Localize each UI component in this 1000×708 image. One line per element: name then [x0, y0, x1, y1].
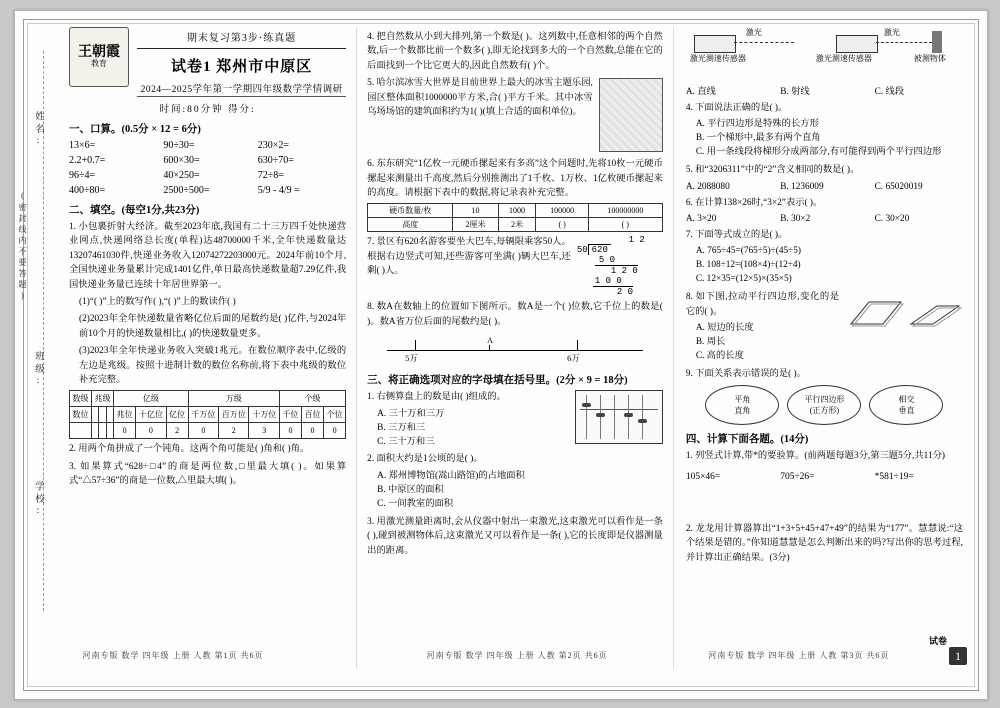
venn-bubble-1-top: 平角: [734, 395, 751, 405]
table-row: [70, 391, 346, 407]
laser-figure: [686, 27, 963, 79]
question-6: 6. 东东研究“1亿枚一元硬币摞起来有多高”这个问题时,先将10枚一元硬币摞起来测量出千高度,然后分别推测出了1千枚、1万枚、1亿枚硬币摞起来的高度。请根据下表中的数据,将记录表补充完整。: [367, 159, 663, 199]
digit-cell: 千位: [279, 407, 301, 423]
long-division: [577, 235, 663, 297]
footer-text: 河南专版 数学 四年级 上册 人教 第1页 共6页: [82, 651, 264, 660]
digit-place-table: [69, 390, 346, 439]
header-text-block: [137, 27, 346, 97]
section-4-q1-items: [686, 472, 963, 482]
footer-text: 河南专版 数学 四年级 上册 人教 第2页 共6页: [426, 651, 608, 660]
digit-cell: 0: [279, 423, 301, 439]
choice-9-stem: 9. 下面关系表示错误的是( )。: [685, 368, 806, 379]
number-line-label-right: 6万: [567, 353, 580, 364]
choice-1-option-b: B. 三万和三: [377, 422, 426, 433]
header-subtitle-2: 2024—2025学年第一学期四年级数学学情调研: [140, 85, 343, 95]
section-2-heading: 二、填空。(每空1分,共23分): [69, 205, 200, 216]
digit-cell: 亿位: [166, 407, 188, 423]
choice-8-block: [686, 290, 963, 364]
choice-3-option-a: A. 直线: [685, 87, 716, 97]
venn-bubble-1: [705, 385, 779, 425]
coin-head-1: 10: [453, 204, 498, 218]
venn-bubble-1-bottom: 直角: [734, 406, 751, 416]
digit-cell: 0: [188, 423, 218, 439]
question-5: 5. 哈尔滨冰雪大世界是目前世界上最大的冰雪主题乐园,园区整体面积1000000平方米,合( )平方千米。其中冰雪乌场场馆的建筑面积约为1( )(填上合适的面积单位)。: [367, 78, 593, 118]
footer-col-1: [33, 650, 313, 661]
number-line-axis: [387, 350, 643, 351]
oral-item: 90÷30=: [163, 140, 195, 151]
choice-8-option-a: A. 短边的长度: [695, 323, 754, 334]
tick-a: [489, 345, 490, 351]
oral-item: 400÷80=: [69, 185, 106, 196]
laser-beam-right: [876, 42, 932, 43]
laser-label-right-sensor: 激光测速传感器: [815, 54, 872, 63]
publisher-logo: [69, 27, 129, 87]
level-ge: 个级: [279, 391, 345, 407]
venn-bubble-3-top: 相交: [898, 395, 915, 405]
coin-height-table: [367, 203, 663, 232]
oral-row: [69, 140, 346, 151]
tick-left: [415, 340, 416, 350]
digit-cell: [99, 423, 106, 439]
header-subtitle: 期末复习第3步·练真题: [186, 33, 297, 44]
oral-item: 13×6=: [69, 140, 96, 151]
oral-item: 72÷8=: [257, 170, 284, 181]
tick-right: [577, 340, 578, 350]
abacus-figure: [575, 390, 663, 444]
footer-col-2: [357, 650, 677, 661]
coin-head-4: 100000000: [588, 204, 662, 218]
header-rule-thin: [137, 96, 346, 97]
exam-header: [69, 27, 346, 97]
ice-world-photo: [599, 78, 663, 152]
digit-cell: 十万位: [249, 407, 279, 423]
digit-cell: [70, 423, 92, 439]
laser-sensor-left: [694, 35, 736, 53]
oral-item: 230×2=: [257, 140, 290, 151]
digit-cell: 个位: [324, 407, 346, 423]
choice-8-option-b: B. 周长: [695, 337, 726, 347]
laser-label-mid: 激光: [745, 28, 762, 37]
coin-head-3: 100000: [536, 204, 588, 218]
digit-cell: 千万位: [188, 407, 218, 423]
laser-sensor-right: [836, 35, 878, 53]
choice-7-stem: 7. 下面等式成立的是( )。: [685, 230, 788, 241]
choice-7-option-a: A. 765÷45=(765÷5)÷(45÷5): [695, 246, 802, 257]
choice-6-option-a: A. 3×20: [685, 214, 717, 225]
coin-row-1: 2厘米: [453, 218, 498, 232]
choice-6-option-b: B. 30×2: [780, 214, 811, 225]
digit-cell: 2: [219, 423, 249, 439]
parallelogram-svg: [845, 294, 963, 334]
question-4: 4. 把自然数从小到大排列,第一个数是( )。这列数中,任意相邻的两个自然数,后一个数都比前一个数多( ),即无论找到多大的一个自然数,总能在它的后面找到一个比它更大的,因此自然数有( )个。: [367, 32, 663, 71]
oral-item: 630÷70=: [257, 155, 294, 166]
vertical-calc-item-3: *581÷19=: [874, 471, 914, 482]
oral-item: 96÷4=: [69, 170, 96, 181]
number-line-mark-a: A: [487, 336, 493, 346]
question-1-part-3: (3)2023年全年快递业务收入突破1兆元。在数位顺序表中,亿级的左边是兆级。按照十进制计数的数位名称前,将下表中兆级的数位补充完整。: [79, 346, 347, 386]
venn-bubble-2: [787, 385, 861, 425]
oral-item: 2.2+0.7=: [69, 155, 106, 166]
choice-8-stem: 8. 如下图,拉动平行四边形,变化的是它的( )。: [685, 292, 839, 317]
question-7-block: [367, 235, 663, 297]
vertical-calc-item-2: 705÷26=: [780, 471, 815, 482]
section-4-q1-stem: 1. 列竖式计算,带*的要验算。(前两题每题3分,第三题5分,共11分): [685, 451, 946, 462]
venn-bubble-3: [869, 385, 943, 425]
choice-4-option-b: B. 一个梯形中,最多有两个直角: [695, 133, 821, 144]
venn-bubble-2-bottom: (正方形): [809, 406, 840, 416]
division-divisor: 50: [576, 245, 588, 256]
section-3-heading: 三、将正确选项对应的字母填在括号里。(2分 × 9 = 18分): [367, 375, 628, 387]
choice-4-option-a: A. 平行四边形是特殊的长方形: [695, 119, 819, 130]
question-1-part-1: (1)“( )”上的数写作( ),“( )”上的数读作( ): [79, 297, 236, 308]
choice-6-option-c: C. 30×20: [874, 214, 910, 225]
choice-6-options: [686, 214, 963, 224]
digit-cell: 2: [166, 423, 188, 439]
choice-1-block: [367, 390, 663, 449]
choice-3-option-c: C. 线段: [874, 87, 905, 97]
question-7: 7. 景区有620名游客要坐大巴车,每辆限乘客50人。根据右边竖式可知,还些游客可坐满( )辆大巴车,还剩( )人。: [367, 237, 571, 277]
column-3: [673, 27, 969, 669]
choice-2-option-b: B. 中原区的面积: [377, 484, 444, 495]
number-line: [367, 332, 663, 366]
digit-cell: 百万位: [219, 407, 249, 423]
oral-item: 40×250=: [163, 170, 200, 181]
choice-2-option-a: A. 郑州博物馆(嵩山路馆)的占地面积: [377, 470, 525, 481]
choice-1-option-a: A. 三十万和三万: [377, 408, 445, 419]
digit-cell: [106, 423, 113, 439]
choice-3-option-b: B. 射线: [780, 87, 810, 97]
digit-cell: [92, 407, 99, 423]
choice-6-stem: 6. 在计算138×26时,“3×2”表示( )。: [685, 197, 823, 208]
digit-cell: 兆位: [114, 407, 136, 423]
section-4-q2: 2. 龙龙用计算器算出“1+3+5+45+47+49”的结果为“177”。慧慧说:“这个结果是错的。”你知道慧慧是怎么判断出来的吗?写出你的思考过程,并计算出正确结果。(3分): [685, 523, 963, 563]
vertical-calc-item-1: 105×46=: [685, 471, 721, 482]
column-2: [356, 27, 673, 669]
digit-cell: 0: [324, 423, 346, 439]
page-tag-label: 试卷: [928, 636, 947, 646]
coin-row-3: ( ): [536, 218, 588, 232]
division-step: 5 0: [598, 255, 616, 266]
division-step: 1 2 0: [595, 265, 638, 276]
page-columns: [33, 27, 969, 669]
choice-4-option-c: C. 用一条线段将梯形分成两部分,有可能得到两个平行四边形: [695, 147, 942, 158]
choice-2-option-c: C. 一间教室的面积: [377, 498, 454, 509]
digit-cell: 0: [136, 423, 166, 439]
division-quotient: 1 2: [628, 235, 645, 246]
coin-head-2: 1000: [498, 204, 536, 218]
level-zhao: 兆级: [92, 391, 114, 407]
question-3: 3. 如果算式“628÷□4”的商是两位数,□里最大填( )。如果算式“△57÷36”的商是一位数,△里最大填( )。: [69, 461, 347, 487]
choice-8-option-c: C. 高的长度: [695, 350, 744, 361]
laser-beam-left: [734, 42, 794, 43]
coin-row-0: 高度: [368, 218, 453, 232]
coin-head-0: 硬币数量/枚: [368, 204, 453, 218]
footer-text: 河南专版 数学 四年级 上册 人教 第3页 共6页: [708, 651, 890, 660]
oral-row: [69, 185, 346, 196]
oral-row: [69, 170, 346, 181]
table-head-digit: 数位: [70, 407, 92, 423]
question-8: 8. 数A在数轴上的位置如下图所示。数A是一个( )位数,它千位上的数是( )。数A省万位后面的尾数约是( )。: [367, 302, 663, 327]
oral-item: 600×30=: [163, 155, 200, 166]
page-title: 试卷1 郑州市中原区: [170, 59, 313, 75]
choice-5-option-a: A. 2088080: [685, 181, 730, 192]
question-2: 2. 用两个角拼成了一个钝角。这两个角可能是( )角和( )角。: [69, 444, 310, 455]
oral-item: 2500÷500=: [163, 185, 210, 196]
laser-label-right: 激光: [883, 28, 900, 37]
choice-9-figures: [686, 385, 963, 425]
section-1-heading: 一、口算。(0.5分 × 12 = 6分): [69, 124, 201, 135]
digit-cell: [92, 423, 99, 439]
digit-cell: 3: [249, 423, 279, 439]
table-head-level: 数级: [70, 391, 92, 407]
digit-cell: 0: [114, 423, 136, 439]
question-1-part-2: (2)2023年全年快递数量省略亿位后面的尾数约是( )亿件,与2024年前10个月的快递数量相比,( )的快递数量更多。: [79, 314, 347, 339]
laser-label-object: 被测物体: [913, 54, 946, 63]
coin-row-2: 2米: [498, 218, 536, 232]
logo-subtitle: 教育: [91, 59, 107, 69]
parallelogram-figure: [845, 292, 963, 332]
logo-title: 王朝霞: [78, 44, 120, 60]
digit-cell: [99, 407, 106, 423]
choice-3-stem: 3. 用激光测量距离时,会从仪器中射出一束激光,这束激光可以看作是一条( ),碰到被测物体后,这束激光又可以看作是一条( ),它的长度即是仪器测量出的距离。: [367, 516, 663, 556]
seal-school-label: 学校:: [33, 481, 43, 519]
exam-page: [14, 10, 988, 700]
choice-5-option-c: C. 65020019: [874, 181, 923, 192]
table-row: [368, 218, 663, 232]
division-bar: [577, 245, 663, 255]
choice-1-option-c: C. 三十万和三: [377, 436, 435, 447]
level-yi: 亿级: [114, 391, 189, 407]
division-step: 2 0: [593, 286, 633, 297]
column-1: [33, 27, 356, 669]
division-step: 1 0 0: [594, 276, 622, 287]
digit-cell: 0: [301, 423, 323, 439]
choice-2-stem: 2. 面积大约是1公顷的是( )。: [367, 454, 483, 465]
level-wan: 万级: [188, 391, 279, 407]
choice-1-stem: 1. 右侧算盘上的数是由( )组成的。: [367, 392, 506, 403]
choice-5-option-b: B. 1236009: [780, 181, 824, 192]
number-line-label-left: 5万: [405, 353, 418, 364]
page-number-badge: 1: [949, 647, 967, 665]
choice-7-option-c: C. 12×35=(12×5)×(35×5): [695, 274, 792, 285]
digit-cell: 百位: [301, 407, 323, 423]
footer-col-3: [674, 650, 924, 661]
table-row: [70, 407, 346, 423]
seal-note: (密封线内不要答题): [18, 191, 27, 303]
venn-bubble-3-bottom: 垂直: [898, 406, 915, 416]
digit-cell: 十亿位: [136, 407, 166, 423]
seal-name-label: 姓名:: [33, 111, 43, 149]
table-row: [368, 204, 663, 218]
question-5-block: [367, 76, 663, 154]
oral-item: 5/9 - 4/9 =: [257, 185, 300, 196]
choice-5-options: [686, 182, 963, 192]
oral-row: [69, 155, 346, 166]
measured-object: [932, 31, 942, 53]
time-score-bar: 时间:80分钟 得分:: [159, 105, 256, 115]
choice-7-option-b: B. 108÷12=(108×4)÷(12÷4): [695, 260, 801, 271]
choice-5-stem: 5. 和“3206311”中的“2”含义相同的数是( )。: [685, 165, 860, 176]
section-4-heading: 四、计算下面各题。(14分): [685, 434, 809, 446]
question-1-stem: 1. 小包裹折射大经济。截至2023年底,我国有二十三万四千处快递营业网点,快递网络总长度(单程)达48700000千米,全年快递数量达13207461030件,快递业务收入12074272203000元。2024年前10个月,全国快递业务量累计完成1401亿件,单日最高快递数量超7.29亿件,我国快递业务量已连续十年居世界第一。: [69, 222, 347, 290]
choice-4-stem: 4. 下面说法正确的是( )。: [685, 103, 788, 113]
table-row: [70, 423, 346, 439]
digit-cell: [106, 407, 113, 423]
coin-row-4: ( ): [588, 218, 662, 232]
seal-class-label: 班级:: [33, 351, 43, 389]
laser-label-left: 激光测速传感器: [689, 54, 746, 63]
choice-3-options: [686, 83, 963, 97]
venn-bubble-2-top: 平行四边形: [804, 395, 845, 405]
header-rule: [137, 48, 346, 49]
division-dividend: 620: [588, 244, 611, 255]
